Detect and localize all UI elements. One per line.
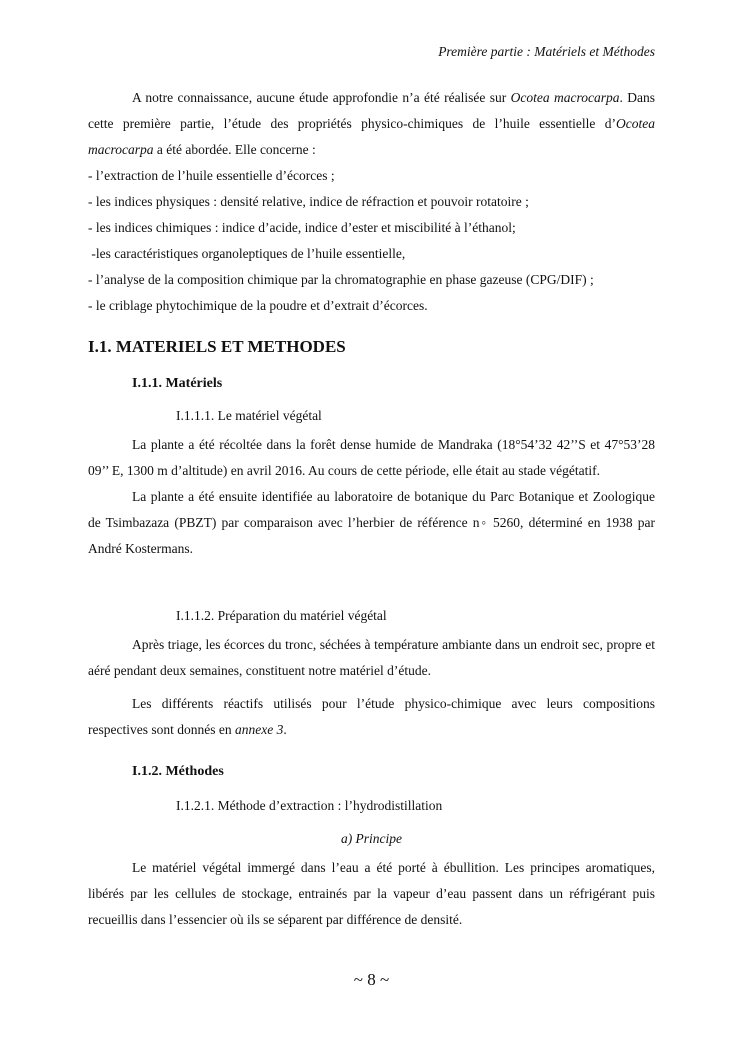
paragraph-reactifs: Les différents réactifs utilisés pour l’étude physico-chimique avec leurs compositions respectives sont donnés en annexe 3. xyxy=(88,696,655,737)
page-number: ~ 8 ~ xyxy=(353,970,390,989)
intro-paragraph: A notre connaissance, aucune étude approfondie n’a été réalisée sur Ocotea macrocarpa. Dans cette première partie, l’étude des propriétés physico-chimiques de l’huile essentielle d’Ocotea macrocarpa a été abordée. Elle concerne : xyxy=(88,90,655,157)
species-name: Ocotea macrocarpa xyxy=(88,116,655,157)
annex-reference: annexe 3 xyxy=(234,722,284,737)
principe-heading: a) Principe xyxy=(340,831,403,846)
paragraph-preparation: Après triage, les écorces du tronc, séchées à température ambiante dans un endroit sec, propre et aéré pendant deux semaines, constituent notre matériel d’étude. xyxy=(88,637,655,678)
paragraph-identification: La plante a été ensuite identifiée au laboratoire de botanique du Parc Botanique et Zoologique de Tsimbazaza (PBZT) par comparaison avec l’herbier de référence n◦ 5260, déterminé en 1938 par André Kostermans. xyxy=(88,489,655,556)
paragraph-principe: Le matériel végétal immergé dans l’eau a été porté à ébullition. Les principes aromatiques, libérés par les cellules de stockage, entrainés par la vapeur d’eau passent dans un réfrigérant puis recueillis dans l’essencier où ils se séparent par différence de densité. xyxy=(88,860,655,927)
list-item: - les indices physiques : densité relative, indice de réfraction et pouvoir rotatoire ; xyxy=(88,194,529,209)
subsubsection-heading-materiel-vegetal: I.1.1.1. Le matériel végétal xyxy=(176,408,322,423)
list-item: - l’extraction de l’huile essentielle d’écorces ; xyxy=(88,168,335,183)
section-heading: I.1. MATERIELS ET METHODES xyxy=(88,337,346,356)
intro-block xyxy=(88,85,655,319)
running-header: Première partie : Matériels et Méthodes xyxy=(438,44,655,59)
list-item: -les caractéristiques organoleptiques de l’huile essentielle, xyxy=(88,246,406,261)
subsubsection-heading-extraction: I.1.2.1. Méthode d’extraction : l’hydrodistillation xyxy=(176,798,443,813)
subsubsection-heading-preparation: I.1.1.2. Préparation du matériel végétal xyxy=(176,608,387,623)
paragraph-recolte: La plante a été récoltée dans la forêt dense humide de Mandraka (18°54’32 42’’S et 47°53’28 09’’ E, 1300 m d’altitude) en avril 2016. Au cours de cette période, elle était au stade végétatif. xyxy=(88,437,655,478)
species-name: Ocotea macrocarpa xyxy=(510,90,620,105)
list-item: - l’analyse de la composition chimique par la chromatographie en phase gazeuse (CPG/DIF) ; xyxy=(88,272,594,287)
subsection-heading-materiels: I.1.1. Matériels xyxy=(132,376,223,391)
subsection-heading-methodes: I.1.2. Méthodes xyxy=(132,764,224,779)
list-item: - le criblage phytochimique de la poudre et d’extrait d’écorces. xyxy=(88,298,428,313)
list-item: - les indices chimiques : indice d’acide, indice d’ester et miscibilité à l’éthanol; xyxy=(88,220,516,235)
